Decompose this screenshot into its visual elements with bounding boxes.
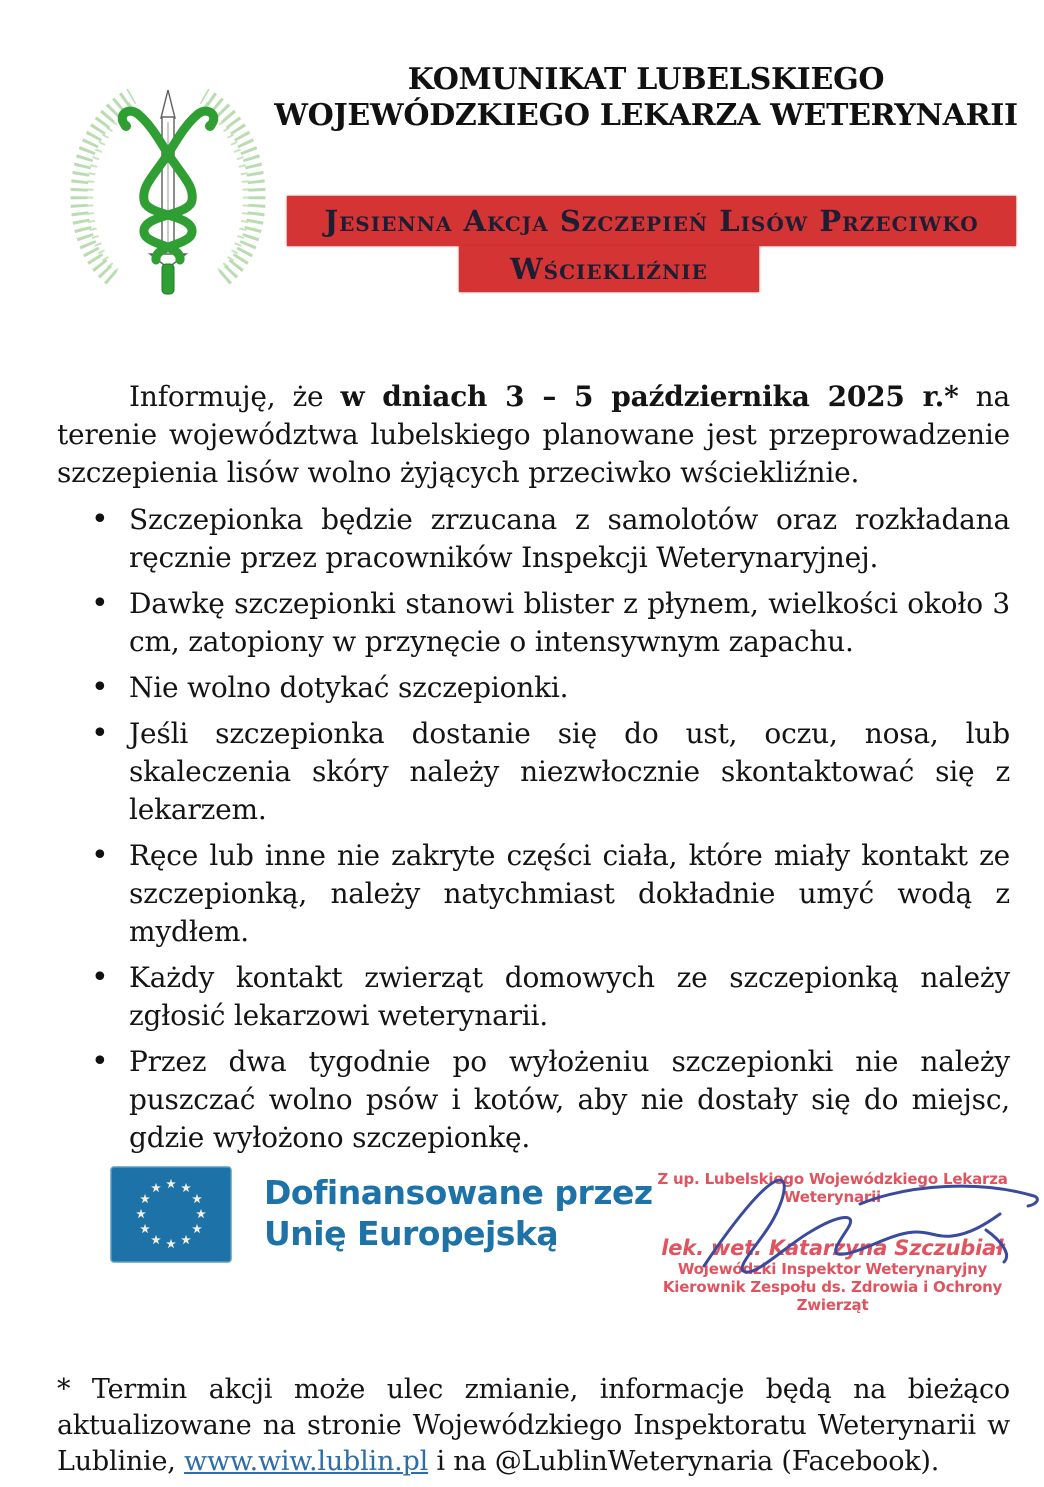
list-item: • Jeśli szczepionka dostanie się do ust, oczu, nosa, lub skaleczenia skóry należy niezwłocznie skontaktować się z lekarzem.: [57, 715, 1010, 829]
stamp-name-line: lek. wet. Katarzyna Szczubiał: [661, 1236, 1004, 1260]
stamp-title-line: Wojewódzki Inspektor Weterynaryjny: [677, 1260, 988, 1278]
intro-date-bold: w dniach 3 – 5 października 2025 r.*: [340, 380, 959, 413]
list-item: • Przez dwa tygodnie po wyłożeniu szczepionki nie należy puszczać wolno psów i kotów, aby nie dostały się do miejsc, gdzie wyłożono szczepionkę.: [57, 1043, 1010, 1157]
eu-funding-label: [264, 1172, 684, 1254]
bullet-list: [57, 501, 1010, 1157]
intro-post: na terenie województwa lubelskiego planowane jest przeprowadzenie szczepienia lisów wolno żyjących przeciwko wściekliźnie.: [57, 380, 1010, 489]
campaign-banner-line1: Jesienna Akcja Szczepień Lisów Przeciwko: [287, 196, 1016, 246]
footnote-post: i na @LublinWeterynaria (Facebook).: [428, 1446, 940, 1477]
stamp-role-line: Kierownik Zespołu ds. Zdrowia i Ochrony Zwierząt: [662, 1278, 1003, 1314]
footnote-pre: * Termin akcji może ulec zmianie, informacje będą na bieżąco aktualizowane na stronie Wojewódzkiego Inspektoratu Weterynarii w Lublinie,: [57, 1374, 1010, 1477]
document-body: [57, 378, 1010, 1165]
campaign-banner-line2: Wściekliźnie: [459, 246, 759, 292]
intro-paragraph: [57, 378, 1010, 492]
caduceus-wreath-icon: [70, 82, 266, 304]
stamp-authority-line: Z up. Lubelskiego Wojewódzkiego Lekarza Weterynarii: [657, 1170, 1008, 1206]
list-item: • Dawkę szczepionki stanowi blister z płynem, wielkości około 3 cm, zatopiony w przynęcie o intensywnym zapachu.: [57, 585, 1010, 661]
list-item: • Ręce lub inne nie zakryte części ciała, które miały kontakt ze szczepionką, należy natychmiast dokładnie umyć wodą z mydłem.: [57, 837, 1010, 951]
footnote: [57, 1372, 1010, 1480]
eu-funding-label-line2: Unię Europejską: [264, 1214, 559, 1253]
page-title-line1: KOMUNIKAT LUBELSKIEGO: [407, 62, 885, 97]
eu-funding-label-line1: Dofinansowane przez: [264, 1173, 653, 1212]
official-stamp: [645, 1170, 1020, 1314]
eu-flag-icon: [110, 1166, 232, 1263]
list-item: • Szczepionka będzie zrzucana z samolotów oraz rozkładana ręcznie przez pracowników Inspekcji Weterynaryjnej.: [57, 501, 1010, 577]
list-item: • Nie wolno dotykać szczepionki.: [57, 669, 1010, 707]
wiw-lublin-link[interactable]: www.wiw.lublin.pl: [184, 1446, 429, 1477]
list-item: • Każdy kontakt zwierząt domowych ze szczepionką należy zgłosić lekarzowi weterynarii.: [57, 959, 1010, 1035]
page-title: [272, 62, 1020, 134]
campaign-banner: [287, 196, 1016, 292]
page-title-line2: WOJEWÓDZKIEGO LEKARZA WETERYNARII: [274, 98, 1018, 133]
intro-pre: Informuję, że: [129, 380, 341, 413]
veterinary-inspection-logo: [70, 82, 266, 304]
